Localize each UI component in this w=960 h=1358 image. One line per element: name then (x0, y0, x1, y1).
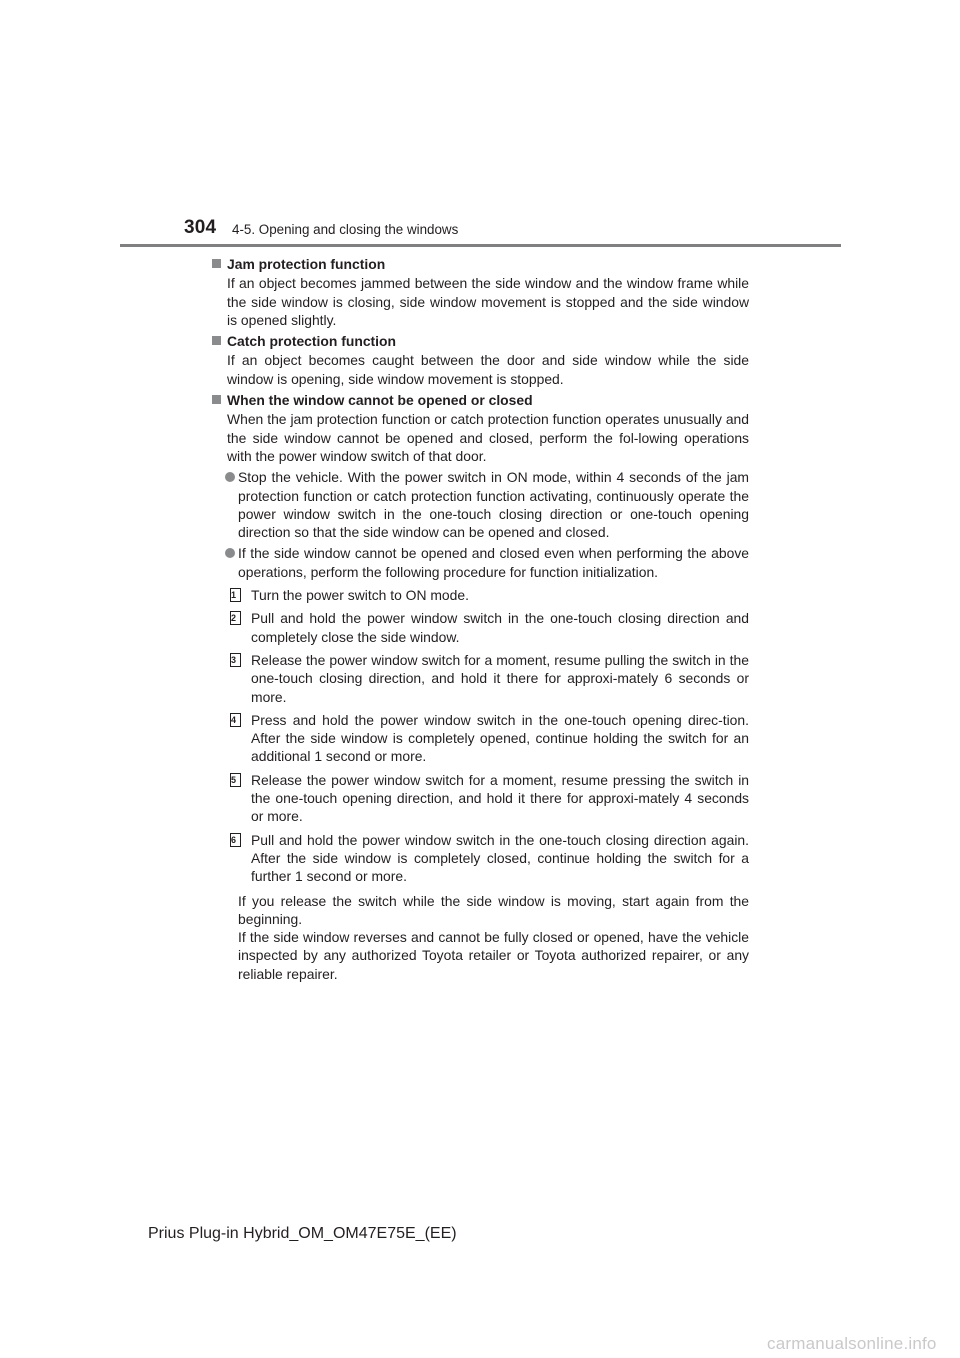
step-item (211, 586, 749, 604)
heading-window-cannot-open (211, 391, 749, 409)
page-content (211, 255, 749, 983)
step-number-badge: 1 (230, 588, 241, 602)
heading-catch-protection (211, 332, 749, 350)
document-id: Prius Plug-in Hybrid_OM_OM47E75E_(EE) (148, 1225, 457, 1242)
bullet-text: If the side window cannot be opened and closed even when performing the above operations, perform the following procedure for function initialization. (238, 545, 749, 580)
step-number-badge: 5 (230, 773, 241, 787)
round-bullet-icon (225, 548, 235, 558)
page-number: 304 (184, 217, 217, 238)
catch-protection-text: If an object becomes caught between the door and side window while the side window is opening, side window movement is stopped. (227, 352, 749, 387)
step-text: Pull and hold the power window switch in the one-touch closing direction again. After the side window is completely closed, continue holding the switch for a further 1 second or more. (251, 831, 749, 885)
step-item (211, 711, 749, 766)
step-text: Pull and hold the power window switch in the one-touch closing direction and completely close the side window. (251, 610, 749, 645)
step-text: Turn the power switch to ON mode. (251, 587, 469, 604)
jam-protection-text: If an object becomes jammed between the side window and the window frame while the side window is closing, side window movement is stopped and the side window is opened slightly. (227, 275, 749, 328)
bullet-item (211, 468, 749, 541)
step-number-badge: 2 (230, 611, 241, 625)
step-number-badge: 6 (230, 833, 241, 847)
square-bullet-icon (212, 259, 221, 268)
header-rule (120, 244, 841, 247)
square-bullet-icon (212, 336, 221, 345)
bullet-text: Stop the vehicle. With the power switch in ON mode, within 4 seconds of the jam protection function or catch protection function activating, continuously operate the power window switch in the one-touch closing direction or one-touch opening direction so that the side window can be opened and closed. (238, 469, 749, 541)
step-text: Release the power window switch for a moment, resume pressing the switch in the one-touch opening direction, and hold it there for approxi-mately 4 seconds or more. (251, 771, 749, 825)
step-text: Press and hold the power window switch in the one-touch opening direc-tion. After the side window is completely opened, continue holding the switch for an additional 1 second or more. (251, 711, 749, 765)
step-item (211, 771, 749, 826)
note-line: If you release the switch while the side window is moving, start again from the beginning. (238, 892, 749, 927)
bullet-item (211, 544, 749, 581)
heading-jam-protection (211, 255, 749, 273)
square-bullet-icon (212, 395, 221, 404)
round-bullet-icon (225, 472, 235, 482)
step-text: Release the power window switch for a moment, resume pulling the switch in the one-touch closing direction, and hold it there for approxi-mately 6 seconds or more. (251, 651, 749, 705)
heading-text: Jam protection function (227, 256, 386, 272)
closing-note (211, 892, 749, 983)
window-cannot-open-text: When the jam protection function or catch protection function operates unusually and the side window cannot be opened and closed, perform the fol-lowing operations with the power window switch of that door. (227, 411, 749, 464)
section-title: 4-5. Opening and closing the windows (232, 222, 459, 237)
step-item (211, 609, 749, 646)
note-line: If the side window reverses and cannot be fully closed or opened, have the vehicle inspected by any authorized Toyota retailer or Toyota authorized repairer, or any reliable repairer. (238, 929, 749, 982)
heading-text: Catch protection function (227, 333, 396, 350)
step-item (211, 831, 749, 886)
step-number-badge: 4 (230, 713, 241, 727)
step-item (211, 651, 749, 706)
step-number-badge: 3 (230, 653, 241, 667)
watermark: carmanualsonline.info (767, 1334, 937, 1353)
heading-text: When the window cannot be opened or closed (227, 392, 533, 409)
